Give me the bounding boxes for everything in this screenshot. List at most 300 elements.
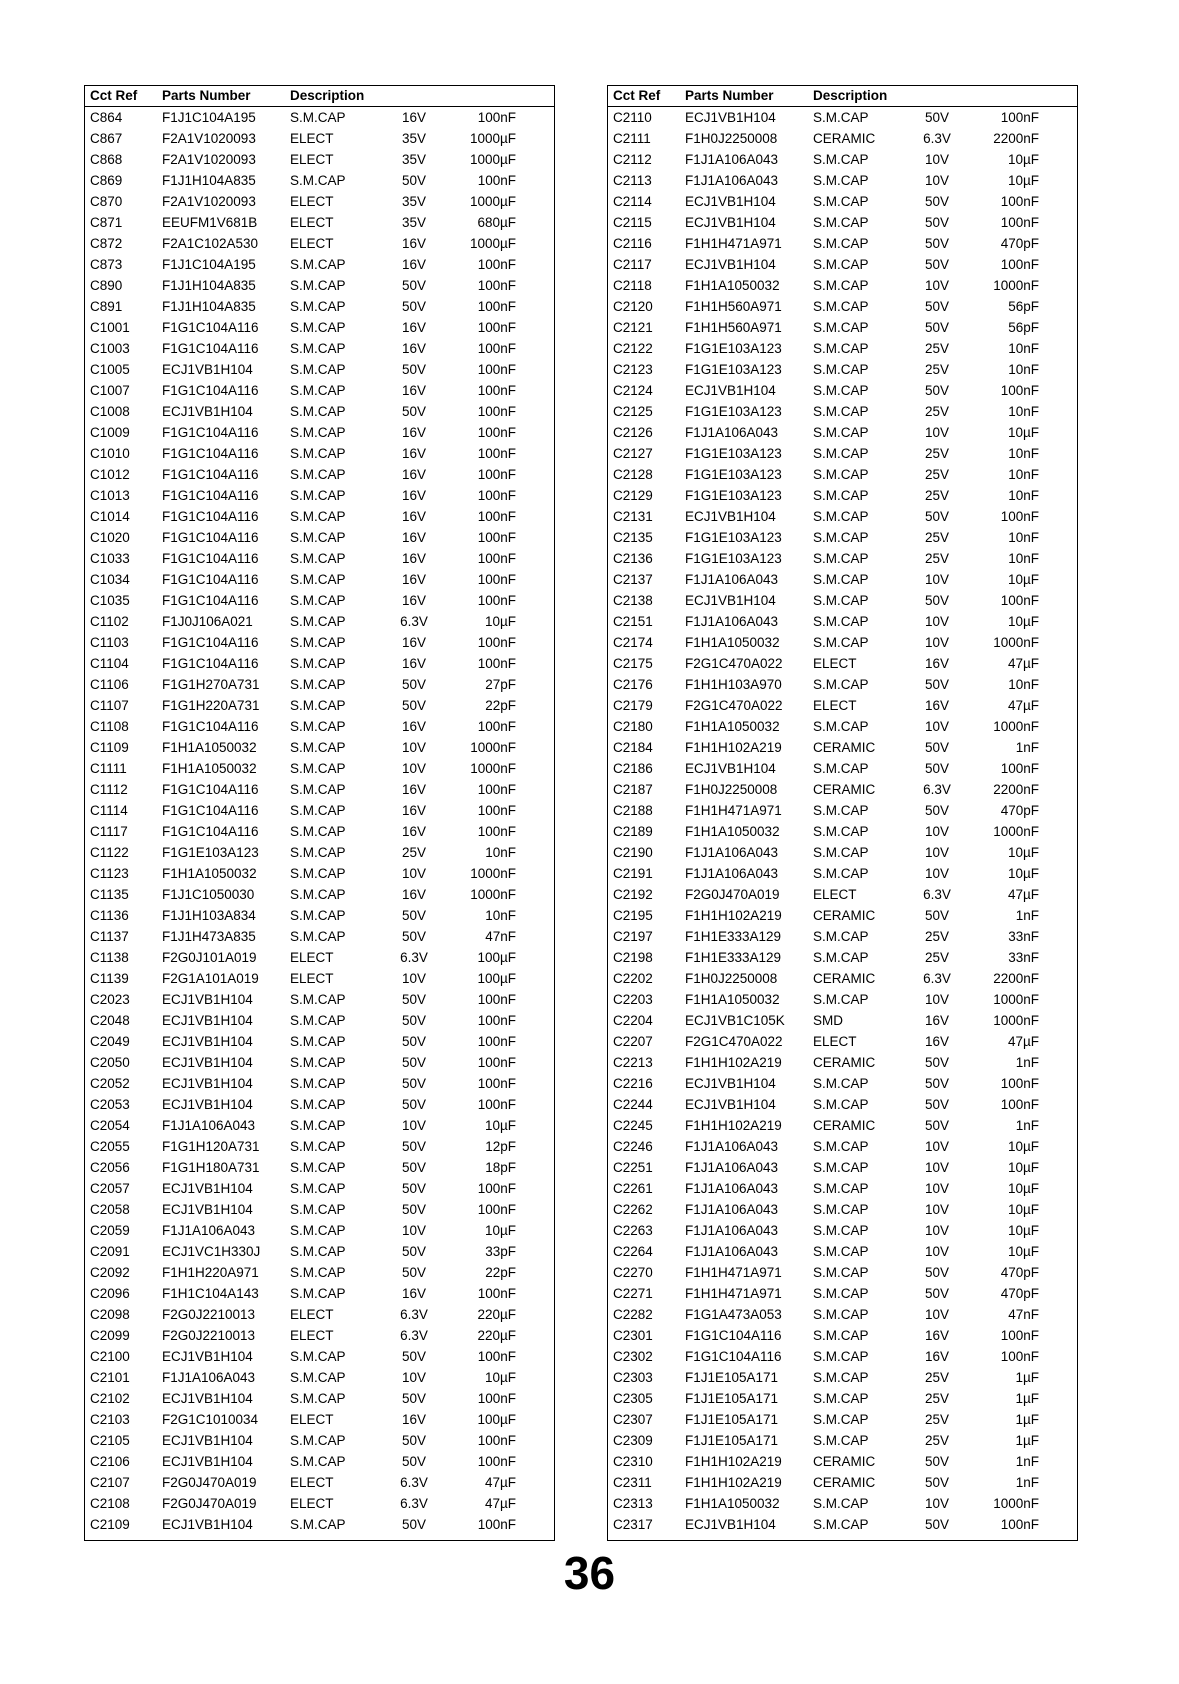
table-row [608,464,1077,485]
cell-value: 10nF [1008,551,1039,566]
table-row [85,632,554,653]
cell-parts-number: ECJ1VB1H104 [685,1097,776,1112]
table-row [85,716,554,737]
table-row [608,317,1077,338]
cell-value: 1000nF [993,992,1039,1007]
cell-description: S.M.CAP [290,404,346,419]
cell-value: 1nF [1015,908,1039,923]
cell-description: S.M.CAP [813,152,869,167]
table-row [85,401,554,422]
cell-description: S.M.CAP [813,1160,869,1175]
cell-description: S.M.CAP [813,488,869,503]
cell-value: 10nF [1008,488,1039,503]
cell-description: S.M.CAP [290,362,346,377]
cell-voltage: 6.3V [400,614,428,629]
cell-cct-ref: C2302 [613,1349,653,1364]
table-row [85,275,554,296]
table-row [85,1241,554,1262]
cell-description: S.M.CAP [813,509,869,524]
cell-description: S.M.CAP [290,929,346,944]
table-row [85,947,554,968]
cell-voltage: 50V [401,1244,427,1259]
cell-voltage: 10V [924,719,950,734]
cell-value: 100nF [477,1433,516,1448]
table-row [85,1010,554,1031]
cell-cct-ref: C2191 [613,866,653,881]
cell-cct-ref: C1033 [90,551,130,566]
cell-description: S.M.CAP [290,1160,346,1175]
cell-value: 1nF [1015,740,1039,755]
cell-voltage: 50V [401,1013,427,1028]
cell-voltage: 6.3V [400,1307,428,1322]
cell-value: 10µF [1007,866,1039,881]
table-row [608,107,1077,128]
cell-voltage: 10V [924,1307,950,1322]
cell-description: S.M.CAP [290,1139,346,1154]
cell-parts-number: ECJ1VB1H104 [162,1391,253,1406]
cell-cct-ref: C2245 [613,1118,653,1133]
cell-value: 10µF [1007,1181,1039,1196]
cell-cct-ref: C2204 [613,1013,653,1028]
cell-value: 33nF [1008,929,1039,944]
header-parts-number: Parts Number [162,88,251,103]
table-row [608,275,1077,296]
cell-parts-number: F1H1E333A129 [685,950,782,965]
cell-value: 100nF [1000,1517,1039,1532]
cell-value: 100nF [477,1349,516,1364]
cell-parts-number: F1G1C104A116 [162,446,259,461]
cell-description: S.M.CAP [290,614,346,629]
cell-description: ELECT [813,887,857,902]
cell-value: 100nF [477,404,516,419]
table-row [608,947,1077,968]
table-row [85,359,554,380]
cell-cct-ref: C1122 [90,845,129,860]
cell-voltage: 35V [401,152,427,167]
table-row [608,212,1077,233]
cell-value: 100nF [477,509,516,524]
cell-voltage: 16V [924,656,950,671]
cell-parts-number: F2G1C470A022 [685,1034,783,1049]
cell-cct-ref: C2180 [613,719,653,734]
table-row [608,254,1077,275]
cell-cct-ref: C2125 [613,404,653,419]
cell-description: CERAMIC [813,131,876,146]
cell-description: S.M.CAP [290,719,346,734]
cell-parts-number: F1J1E105A171 [685,1433,779,1448]
cell-cct-ref: C2123 [613,362,653,377]
cell-voltage: 16V [401,635,427,650]
cell-value: 100nF [477,1202,516,1217]
cell-voltage: 25V [401,845,427,860]
cell-parts-number: F1G1C104A116 [685,1349,782,1364]
table-row [85,422,554,443]
table-row [608,1451,1077,1472]
cell-parts-number: F1G1E103A123 [685,404,782,419]
cell-voltage: 50V [924,761,950,776]
cell-voltage: 50V [924,215,950,230]
cell-cct-ref: C1139 [90,971,129,986]
table-row [608,926,1077,947]
cell-cct-ref: C2115 [613,215,652,230]
cell-description: S.M.CAP [813,110,869,125]
cell-description: ELECT [290,950,334,965]
cell-cct-ref: C2113 [613,173,652,188]
table-row [608,863,1077,884]
cell-voltage: 25V [924,446,950,461]
cell-description: S.M.CAP [813,824,869,839]
cell-cct-ref: C1135 [90,887,129,902]
cell-voltage: 50V [401,362,427,377]
table-row [85,1451,554,1472]
cell-value: 100nF [1000,110,1039,125]
cell-parts-number: F1H1H102A219 [685,740,782,755]
table-body [85,107,554,1535]
cell-description: S.M.CAP [290,1076,346,1091]
cell-description: S.M.CAP [813,1433,869,1448]
cell-parts-number: F1H1H102A219 [685,908,782,923]
parts-table-left [84,85,555,1541]
cell-cct-ref: C2105 [90,1433,130,1448]
cell-description: S.M.CAP [290,509,346,524]
cell-cct-ref: C1111 [90,761,127,776]
cell-parts-number: F1G1E103A123 [685,530,782,545]
table-row [608,485,1077,506]
cell-cct-ref: C1112 [90,782,128,797]
cell-parts-number: F1J1C104A195 [162,110,256,125]
cell-cct-ref: C2117 [613,257,652,272]
cell-cct-ref: C1136 [90,908,129,923]
cell-value: 100nF [477,110,516,125]
cell-value: 680µF [477,215,516,230]
cell-value: 10nF [1008,404,1039,419]
table-row [608,1346,1077,1367]
cell-cct-ref: C1107 [90,698,129,713]
table-row [608,1178,1077,1199]
cell-cct-ref: C2176 [613,677,653,692]
cell-voltage: 50V [401,1454,427,1469]
cell-description: S.M.CAP [290,1286,346,1301]
cell-parts-number: F1G1C104A116 [162,467,259,482]
cell-parts-number: F1J1A106A043 [685,1160,779,1175]
cell-cct-ref: C2053 [90,1097,130,1112]
cell-value: 100nF [477,1286,516,1301]
cell-parts-number: ECJ1VB1H104 [162,1097,253,1112]
cell-cct-ref: C2151 [613,614,653,629]
cell-voltage: 10V [401,761,427,776]
cell-cct-ref: C2106 [90,1454,130,1469]
header-cct-ref: Cct Ref [90,88,138,103]
cell-description: S.M.CAP [290,173,346,188]
cell-voltage: 50V [924,593,950,608]
cell-parts-number: F1J1A106A043 [685,425,779,440]
cell-parts-number: F1J1H104A835 [162,299,256,314]
cell-value: 470pF [1000,1265,1039,1280]
cell-value: 22pF [485,698,516,713]
cell-value: 100nF [1000,593,1039,608]
cell-parts-number: F1H1E333A129 [685,929,782,944]
cell-parts-number: F1J1A106A043 [685,1202,779,1217]
cell-cct-ref: C2129 [613,488,653,503]
table-row [85,296,554,317]
header-parts-number: Parts Number [685,88,774,103]
cell-cct-ref: C2122 [613,341,653,356]
cell-voltage: 10V [401,1370,427,1385]
table-row [85,695,554,716]
cell-description: S.M.CAP [290,467,346,482]
cell-voltage: 16V [401,782,427,797]
table-row [85,1178,554,1199]
cell-value: 10nF [1008,467,1039,482]
cell-cct-ref: C2054 [90,1118,130,1133]
cell-value: 100nF [477,362,516,377]
cell-description: S.M.CAP [290,803,346,818]
cell-cct-ref: C2128 [613,467,653,482]
cell-cct-ref: C2099 [90,1328,130,1343]
table-row [608,548,1077,569]
cell-parts-number: F1G1C104A116 [162,530,259,545]
table-row [85,1220,554,1241]
table-row [608,170,1077,191]
cell-voltage: 50V [401,1517,427,1532]
table-row [85,548,554,569]
cell-voltage: 16V [401,236,427,251]
cell-parts-number: F1G1E103A123 [685,362,782,377]
cell-value: 100nF [477,635,516,650]
cell-voltage: 35V [401,215,427,230]
cell-voltage: 50V [924,908,950,923]
cell-voltage: 50V [924,1475,950,1490]
cell-description: S.M.CAP [813,1202,869,1217]
table-row [608,1283,1077,1304]
cell-value: 100nF [1000,1349,1039,1364]
cell-voltage: 50V [924,1454,950,1469]
cell-voltage: 10V [924,845,950,860]
cell-cct-ref: C1034 [90,572,130,587]
cell-voltage: 50V [401,992,427,1007]
cell-value: 100nF [477,446,516,461]
cell-voltage: 50V [401,1391,427,1406]
cell-parts-number: F1J0J106A021 [162,614,253,629]
cell-voltage: 50V [924,1286,950,1301]
cell-description: S.M.CAP [813,1370,869,1385]
cell-voltage: 6.3V [400,1328,428,1343]
cell-voltage: 6.3V [400,950,428,965]
table-row [85,905,554,926]
table-row [85,779,554,800]
cell-voltage: 50V [924,1055,950,1070]
cell-description: ELECT [290,1307,334,1322]
cell-description: S.M.CAP [290,1244,346,1259]
cell-voltage: 16V [401,383,427,398]
cell-value: 1nF [1015,1475,1039,1490]
cell-value: 47µF [1007,656,1039,671]
cell-value: 1000µF [469,194,516,209]
cell-parts-number: F1G1C104A116 [162,824,259,839]
cell-voltage: 10V [401,740,427,755]
cell-value: 1000µF [469,236,516,251]
cell-voltage: 10V [401,1223,427,1238]
cell-value: 470pF [1000,236,1039,251]
cell-value: 10µF [1007,1160,1039,1175]
cell-parts-number: ECJ1VB1H104 [685,257,776,272]
cell-voltage: 50V [924,299,950,314]
cell-voltage: 6.3V [923,131,951,146]
cell-description: S.M.CAP [290,656,346,671]
cell-cct-ref: C890 [90,278,123,293]
cell-value: 10µF [1007,845,1039,860]
cell-cct-ref: C2124 [613,383,653,398]
table-row [85,443,554,464]
cell-parts-number: F1H1A1050032 [685,1496,780,1511]
table-row [85,800,554,821]
cell-value: 100nF [477,299,516,314]
cell-value: 47µF [1007,1034,1039,1049]
cell-cct-ref: C871 [90,215,123,230]
cell-cct-ref: C2188 [613,803,653,818]
table-row [608,401,1077,422]
cell-parts-number: F1G1E103A123 [685,551,782,566]
cell-voltage: 25V [924,362,950,377]
cell-value: 10nF [1008,446,1039,461]
cell-value: 100nF [477,383,516,398]
cell-cct-ref: C2131 [613,509,653,524]
table-row [85,1430,554,1451]
cell-parts-number: F1H0J2250008 [685,782,778,797]
table-row [85,1052,554,1073]
cell-cct-ref: C2216 [613,1076,653,1091]
cell-parts-number: ECJ1VB1H104 [685,215,776,230]
cell-voltage: 16V [401,1412,427,1427]
cell-value: 10nF [1008,341,1039,356]
cell-parts-number: F1H0J2250008 [685,971,778,986]
cell-description: ELECT [290,1496,334,1511]
cell-cct-ref: C2307 [613,1412,653,1427]
table-row [85,1136,554,1157]
cell-value: 2200nF [993,971,1039,986]
cell-value: 10µF [1007,152,1039,167]
cell-description: S.M.CAP [813,404,869,419]
table-row [608,1115,1077,1136]
table-row [608,989,1077,1010]
cell-value: 100nF [1000,215,1039,230]
cell-description: S.M.CAP [813,551,869,566]
cell-voltage: 50V [924,110,950,125]
cell-parts-number: F2G1C470A022 [685,656,783,671]
table-row [85,1283,554,1304]
cell-description: S.M.CAP [813,1391,869,1406]
cell-description: S.M.CAP [290,635,346,650]
cell-cct-ref: C1137 [90,929,129,944]
cell-voltage: 50V [924,1517,950,1532]
cell-cct-ref: C2114 [613,194,652,209]
cell-value: 100µF [477,950,516,965]
cell-voltage: 50V [401,173,427,188]
cell-value: 10µF [1007,1202,1039,1217]
cell-cct-ref: C2190 [613,845,653,860]
cell-description: S.M.CAP [290,1034,346,1049]
cell-cct-ref: C1114 [90,803,128,818]
cell-cct-ref: C2058 [90,1202,130,1217]
cell-description: S.M.CAP [813,173,869,188]
table-row [608,149,1077,170]
cell-description: S.M.CAP [290,299,346,314]
cell-value: 2200nF [993,782,1039,797]
cell-voltage: 25V [924,530,950,545]
cell-value: 47µF [484,1496,516,1511]
cell-voltage: 10V [924,614,950,629]
cell-description: S.M.CAP [813,383,869,398]
cell-parts-number: F1G1H270A731 [162,677,260,692]
cell-voltage: 50V [924,383,950,398]
cell-cct-ref: C1020 [90,530,130,545]
cell-value: 100nF [477,425,516,440]
cell-cct-ref: C2096 [90,1286,130,1301]
cell-value: 100nF [477,1391,516,1406]
cell-parts-number: ECJ1VB1H104 [162,362,253,377]
cell-parts-number: F1G1A473A053 [685,1307,782,1322]
table-row [608,1031,1077,1052]
cell-voltage: 10V [401,866,427,881]
table-row [85,191,554,212]
cell-parts-number: ECJ1VB1H104 [685,509,776,524]
cell-cct-ref: C2213 [613,1055,653,1070]
cell-cct-ref: C891 [90,299,123,314]
cell-parts-number: F2G1C1010034 [162,1412,259,1427]
cell-description: S.M.CAP [813,467,869,482]
cell-parts-number: F1J1A106A043 [162,1370,256,1385]
cell-voltage: 50V [401,1097,427,1112]
table-row [608,1325,1077,1346]
cell-value: 100nF [477,719,516,734]
cell-description: ELECT [290,215,334,230]
cell-value: 1000nF [470,740,516,755]
cell-voltage: 50V [924,803,950,818]
table-row [608,590,1077,611]
cell-cct-ref: C1012 [90,467,130,482]
cell-parts-number: F1H1H102A219 [685,1118,782,1133]
cell-voltage: 6.3V [923,782,951,797]
cell-parts-number: F2G0J2210013 [162,1328,256,1343]
cell-cct-ref: C2186 [613,761,653,776]
cell-voltage: 16V [924,1034,950,1049]
cell-cct-ref: C2175 [613,656,653,671]
parts-table-right [607,85,1078,1541]
cell-description: S.M.CAP [813,320,869,335]
cell-value: 33nF [1008,950,1039,965]
cell-parts-number: F1J1A106A043 [685,1139,779,1154]
cell-value: 100nF [477,488,516,503]
cell-cct-ref: C2108 [90,1496,130,1511]
cell-parts-number: F2A1V1020093 [162,131,256,146]
cell-value: 100nF [477,341,516,356]
table-row [608,821,1077,842]
cell-description: S.M.CAP [290,1433,346,1448]
cell-value: 1000nF [993,719,1039,734]
table-header [85,86,554,107]
cell-parts-number: ECJ1VB1H104 [162,1181,253,1196]
cell-description: S.M.CAP [290,320,346,335]
cell-parts-number: F1J1A106A043 [685,866,779,881]
table-row [608,1493,1077,1514]
cell-voltage: 16V [401,656,427,671]
cell-voltage: 50V [401,1433,427,1448]
cell-description: S.M.CAP [813,1496,869,1511]
cell-parts-number: F1J1A106A043 [685,1181,779,1196]
table-row [85,1367,554,1388]
cell-parts-number: F2G0J470A019 [685,887,780,902]
cell-description: S.M.CAP [290,383,346,398]
